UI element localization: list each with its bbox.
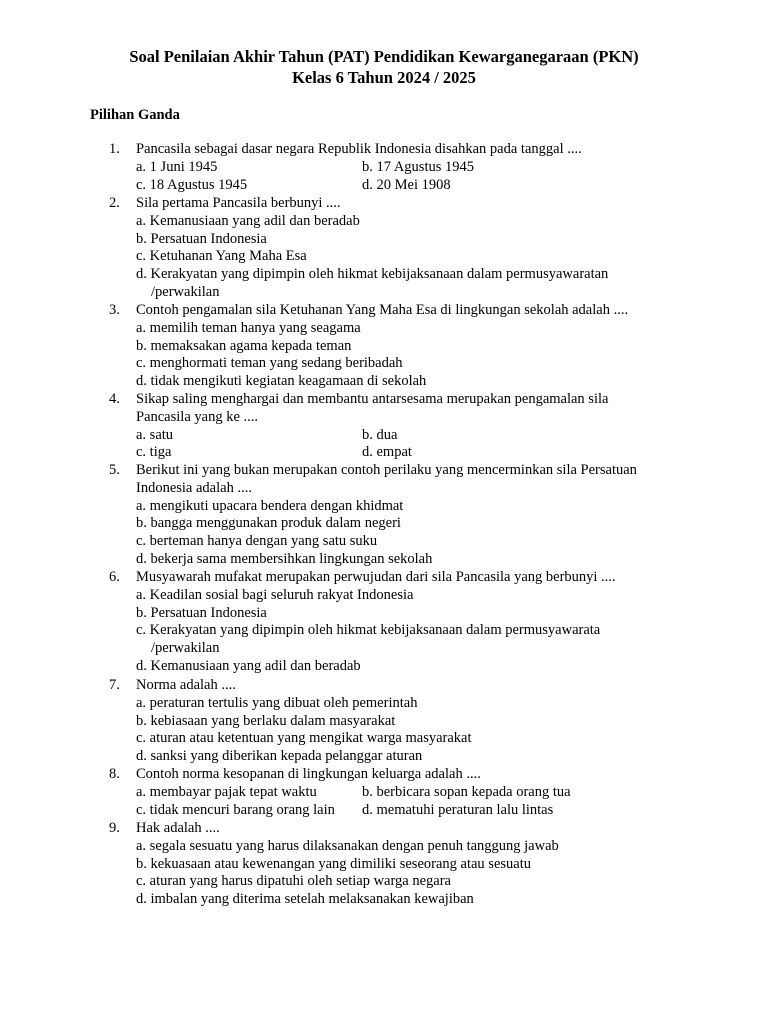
question-stem: Sila pertama Pancasila berbunyi .... bbox=[136, 195, 341, 211]
question-5 bbox=[0, 462, 768, 569]
question-stem: Contoh pengamalan sila Ketuhanan Yang Maha Esa di lingkungan sekolah adalah .... bbox=[136, 302, 629, 318]
question-6 bbox=[0, 569, 768, 676]
option-c: c. 18 Agustus 1945 bbox=[136, 176, 248, 193]
option-row bbox=[136, 177, 768, 195]
option-row bbox=[136, 802, 768, 820]
option-d: d. mematuhi peraturan lalu lintas bbox=[362, 801, 554, 818]
question-9 bbox=[0, 820, 768, 909]
question-number: 5. bbox=[109, 462, 120, 478]
option-c: c. berteman hanya dengan yang satu suku bbox=[136, 533, 378, 550]
option-c: c. menghormati teman yang sedang beribadah bbox=[136, 355, 403, 372]
option-b: b. Persatuan Indonesia bbox=[136, 604, 267, 621]
option-a: a. Keadilan sosial bagi seluruh rakyat Indonesia bbox=[136, 586, 414, 603]
option-c: c. Ketuhanan Yang Maha Esa bbox=[136, 248, 307, 265]
option-b: b. kebiasaan yang berlaku dalam masyarakat bbox=[136, 712, 396, 729]
question-stem: Berikut ini yang bukan merupakan contoh perilaku yang mencerminkan sila Persatuan Indonesia adalah .... bbox=[136, 462, 637, 496]
question-number: 8. bbox=[109, 766, 120, 782]
question-number: 7. bbox=[109, 677, 120, 693]
option-row bbox=[136, 427, 768, 445]
question-number: 3. bbox=[109, 302, 120, 318]
question-number: 2. bbox=[109, 195, 120, 211]
question-number: 6. bbox=[109, 569, 120, 585]
option-d: d. tidak mengikuti kegiatan keagamaan di sekolah bbox=[136, 373, 427, 390]
option-c: c. tiga bbox=[136, 444, 172, 461]
document-title-line-2: Kelas 6 Tahun 2024 / 2025 bbox=[292, 68, 476, 87]
option-d-continuation: /perwakilan bbox=[151, 283, 220, 300]
option-d: d. 20 Mei 1908 bbox=[362, 176, 451, 193]
option-b: b. kekuasaan atau kewenangan yang dimiliki seseorang atau sesuatu bbox=[136, 855, 531, 872]
option-a: a. 1 Juni 1945 bbox=[136, 158, 218, 175]
option-a: a. peraturan tertulis yang dibuat oleh pemerintah bbox=[136, 694, 418, 711]
question-stem: Hak adalah .... bbox=[136, 820, 220, 836]
question-3 bbox=[0, 302, 768, 391]
question-2 bbox=[0, 195, 768, 302]
option-a: a. satu bbox=[136, 426, 174, 443]
option-row bbox=[136, 444, 768, 462]
question-8 bbox=[0, 766, 768, 819]
option-d: d. Kerakyatan yang dipimpin oleh hikmat kebijaksanaan dalam permusyawaratan bbox=[136, 266, 609, 283]
option-a: a. membayar pajak tepat waktu bbox=[136, 783, 317, 800]
option-c: c. Kerakyatan yang dipimpin oleh hikmat kebijaksanaan dalam permusyawarata bbox=[136, 622, 601, 639]
option-b: b. bangga menggunakan produk dalam negeri bbox=[136, 515, 401, 532]
question-number: 9. bbox=[109, 820, 120, 836]
question-number: 1. bbox=[109, 141, 120, 157]
question-4 bbox=[0, 391, 768, 462]
option-b: b. 17 Agustus 1945 bbox=[362, 158, 474, 175]
option-b: b. dua bbox=[362, 426, 398, 443]
option-b: b. memaksakan agama kepada teman bbox=[136, 337, 352, 354]
question-stem: Musyawarah mufakat merupakan perwujudan dari sila Pancasila yang berbunyi .... bbox=[136, 569, 616, 585]
question-1 bbox=[0, 141, 768, 194]
option-d: d. imbalan yang diterima setelah melaksanakan kewajiban bbox=[136, 891, 474, 908]
option-a: a. segala sesuatu yang harus dilaksanakan dengan penuh tanggung jawab bbox=[136, 837, 559, 854]
option-row bbox=[136, 784, 768, 802]
option-d: d. sanksi yang diberikan kepada pelanggar aturan bbox=[136, 748, 423, 765]
question-stem: Contoh norma kesopanan di lingkungan keluarga adalah .... bbox=[136, 766, 481, 782]
option-d: d. empat bbox=[362, 444, 412, 461]
option-a: a. memilih teman hanya yang seagama bbox=[136, 319, 361, 336]
question-stem: Norma adalah .... bbox=[136, 677, 236, 693]
section-heading: Pilihan Ganda bbox=[90, 107, 180, 123]
option-a: a. mengikuti upacara bendera dengan khidmat bbox=[136, 497, 404, 514]
option-b: b. berbicara sopan kepada orang tua bbox=[362, 783, 571, 800]
option-a: a. Kemanusiaan yang adil dan beradab bbox=[136, 212, 360, 229]
option-c: c. aturan atau ketentuan yang mengikat warga masyarakat bbox=[136, 730, 472, 747]
option-c: c. tidak mencuri barang orang lain bbox=[136, 801, 335, 818]
question-number: 4. bbox=[109, 391, 120, 407]
question-stem: Sikap saling menghargai dan membantu antarsesama merupakan pengamalan sila Pancasila yang ke .... bbox=[136, 391, 609, 425]
option-c: c. aturan yang harus dipatuhi oleh setiap warga negara bbox=[136, 873, 451, 890]
option-c-continuation: /perwakilan bbox=[151, 640, 220, 657]
option-row bbox=[136, 159, 768, 177]
document-title-line-1: Soal Penilaian Akhir Tahun (PAT) Pendidikan Kewarganegaraan (PKN) bbox=[129, 47, 639, 66]
question-7 bbox=[0, 677, 768, 766]
option-b: b. Persatuan Indonesia bbox=[136, 230, 267, 247]
option-d: d. Kemanusiaan yang adil dan beradab bbox=[136, 657, 361, 674]
option-d: d. bekerja sama membersihkan lingkungan sekolah bbox=[136, 550, 433, 567]
question-stem: Pancasila sebagai dasar negara Republik Indonesia disahkan pada tanggal .... bbox=[136, 141, 582, 157]
